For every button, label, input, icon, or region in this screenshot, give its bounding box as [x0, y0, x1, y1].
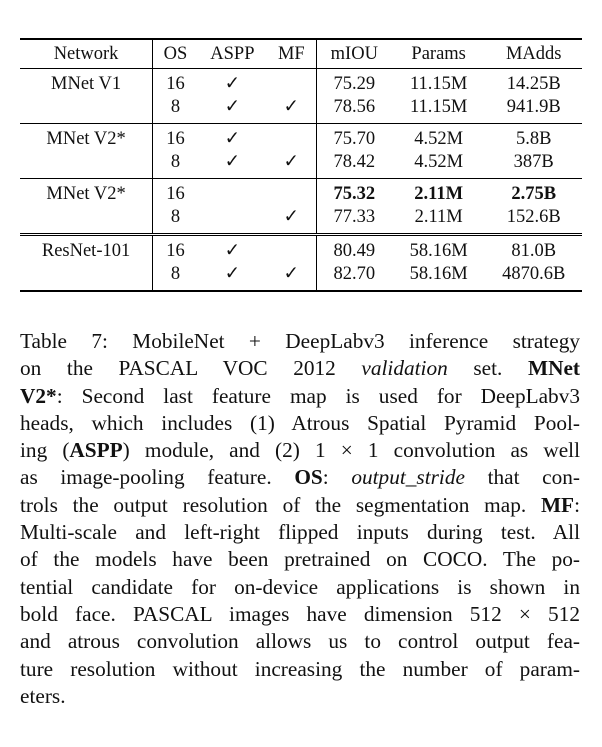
table-body — [20, 69, 582, 292]
cell-mf: ✓ — [267, 151, 316, 179]
results-table — [20, 38, 582, 292]
cell-params: 11.15M — [409, 74, 468, 95]
caption-line — [20, 410, 580, 437]
caption-line — [20, 546, 580, 573]
caption-line — [20, 492, 580, 519]
header-madds: MAdds — [505, 43, 562, 64]
cell-aspp: ✓ — [224, 241, 241, 262]
cell-madds: 14.25B — [506, 74, 561, 95]
cell-aspp: ✓ — [224, 129, 241, 150]
caption-text: of the models have been pretrained on COCO. The po- — [20, 547, 580, 572]
cell-madds: 4870.6B — [502, 264, 566, 285]
cell-network: MNet V2* — [20, 124, 153, 152]
cell-mf — [267, 179, 316, 207]
cell-os: 8 — [170, 97, 181, 118]
caption-text: trols the output resolution of the segmentation map. — [20, 492, 541, 517]
caption-text: : — [322, 465, 352, 490]
cell-aspp: ✓ — [224, 74, 241, 95]
table-row — [20, 96, 582, 124]
cell-mf: ✓ — [267, 263, 316, 291]
cell-os: 8 — [170, 264, 181, 285]
cell-os: 16 — [166, 129, 185, 150]
cell-network — [20, 206, 153, 235]
cell-miou: 82.70 — [333, 264, 376, 285]
caption-text: OS — [294, 465, 323, 490]
caption-line — [20, 519, 580, 546]
cell-madds: 5.8B — [515, 129, 552, 150]
table-row — [20, 124, 582, 152]
caption-text: ) module, and (2) 1 × 1 convolution as well — [122, 438, 580, 463]
cell-params: 58.16M — [409, 264, 468, 285]
cell-network — [20, 96, 153, 124]
caption-line — [20, 437, 580, 464]
header-miou: mIOU — [330, 43, 378, 64]
cell-mf: ✓ — [267, 206, 316, 235]
cell-miou: 75.32 — [333, 184, 376, 205]
caption-line — [20, 601, 580, 628]
cell-mf — [267, 124, 316, 152]
caption-line — [20, 355, 580, 382]
cell-params: 4.52M — [414, 152, 464, 173]
caption-text: eters. — [20, 683, 66, 708]
caption-text: : Second last feature map is used for DeepLabv3 — [56, 383, 580, 408]
caption-text: heads, which includes (1) Atrous Spatial Pyramid Pool- — [20, 410, 580, 435]
header-network: Network — [20, 39, 153, 69]
caption-text: ASPP — [69, 438, 123, 463]
caption-text: validation — [361, 356, 448, 381]
cell-aspp: ✓ — [224, 97, 241, 118]
caption-text: and atrous convolution allows us to control output fea- — [20, 629, 580, 654]
caption-text: bold face. PASCAL images have dimension 512 × 512 — [20, 601, 580, 626]
cell-aspp: ✓ — [224, 152, 241, 173]
cell-madds: 152.6B — [506, 207, 561, 228]
caption-line — [20, 628, 580, 655]
caption-text: Multi-scale and left-right flipped inputs during test. All — [20, 520, 580, 545]
cell-params: 2.11M — [414, 184, 464, 205]
table-row — [20, 151, 582, 179]
table-row — [20, 235, 582, 264]
cell-mf — [267, 235, 316, 264]
caption-line — [20, 574, 580, 601]
header-os: OS — [163, 43, 188, 64]
cell-miou: 77.33 — [333, 207, 376, 228]
caption-text: MNet — [527, 356, 580, 381]
cell-os: 8 — [170, 207, 181, 228]
caption-text: Table 7: MobileNet + DeepLabv3 inference strategy — [20, 329, 580, 353]
table-caption — [20, 328, 580, 710]
cell-miou: 80.49 — [333, 241, 376, 262]
cell-madds: 2.75B — [511, 184, 557, 205]
cell-miou: 78.56 — [333, 97, 376, 118]
table-row — [20, 263, 582, 291]
header-params: Params — [411, 43, 466, 64]
cell-network: ResNet-101 — [20, 235, 153, 264]
cell-os: 16 — [166, 74, 185, 95]
caption-text: output_stride — [351, 465, 465, 490]
cell-aspp — [198, 206, 267, 235]
caption-text: as image-pooling feature. — [20, 465, 295, 490]
caption-line — [20, 383, 580, 410]
caption-text: ture resolution without increasing the number of param- — [20, 656, 580, 681]
cell-os: 8 — [170, 152, 181, 173]
caption-text: V2* — [20, 383, 57, 408]
caption-text: on the PASCAL VOC 2012 — [20, 356, 362, 381]
table-row — [20, 179, 582, 207]
caption-line — [20, 683, 580, 710]
caption-text: that con- — [464, 465, 580, 490]
cell-os: 16 — [166, 241, 185, 262]
cell-madds: 387B — [513, 152, 554, 173]
caption-line — [20, 328, 580, 355]
caption-text: set. — [447, 356, 528, 381]
table-row — [20, 206, 582, 235]
cell-miou: 78.42 — [333, 152, 376, 173]
cell-os: 16 — [166, 184, 185, 205]
header-mf: MF — [267, 39, 316, 69]
cell-params: 58.16M — [409, 241, 468, 262]
caption-line — [20, 656, 580, 683]
caption-text: ing ( — [20, 438, 70, 463]
cell-network — [20, 151, 153, 179]
cell-madds: 941.9B — [506, 97, 561, 118]
cell-params: 4.52M — [414, 129, 464, 150]
cell-miou: 75.29 — [333, 74, 376, 95]
cell-mf — [267, 69, 316, 97]
cell-params: 2.11M — [414, 207, 463, 228]
cell-mf: ✓ — [267, 96, 316, 124]
cell-aspp: ✓ — [224, 264, 241, 285]
caption-line — [20, 464, 580, 491]
cell-madds: 81.0B — [511, 241, 557, 262]
table-row — [20, 69, 582, 97]
caption-text: tential candidate for on-device applications is shown in — [20, 574, 580, 599]
cell-network: MNet V2* — [20, 179, 153, 207]
caption-text: : — [574, 492, 580, 517]
cell-aspp — [198, 179, 267, 207]
caption-text: MF — [540, 492, 575, 517]
cell-miou: 75.70 — [333, 129, 376, 150]
cell-network — [20, 263, 153, 291]
cell-params: 11.15M — [409, 97, 468, 118]
cell-network: MNet V1 — [20, 69, 153, 97]
header-aspp: ASPP — [210, 43, 255, 64]
table-header-row — [20, 39, 582, 69]
